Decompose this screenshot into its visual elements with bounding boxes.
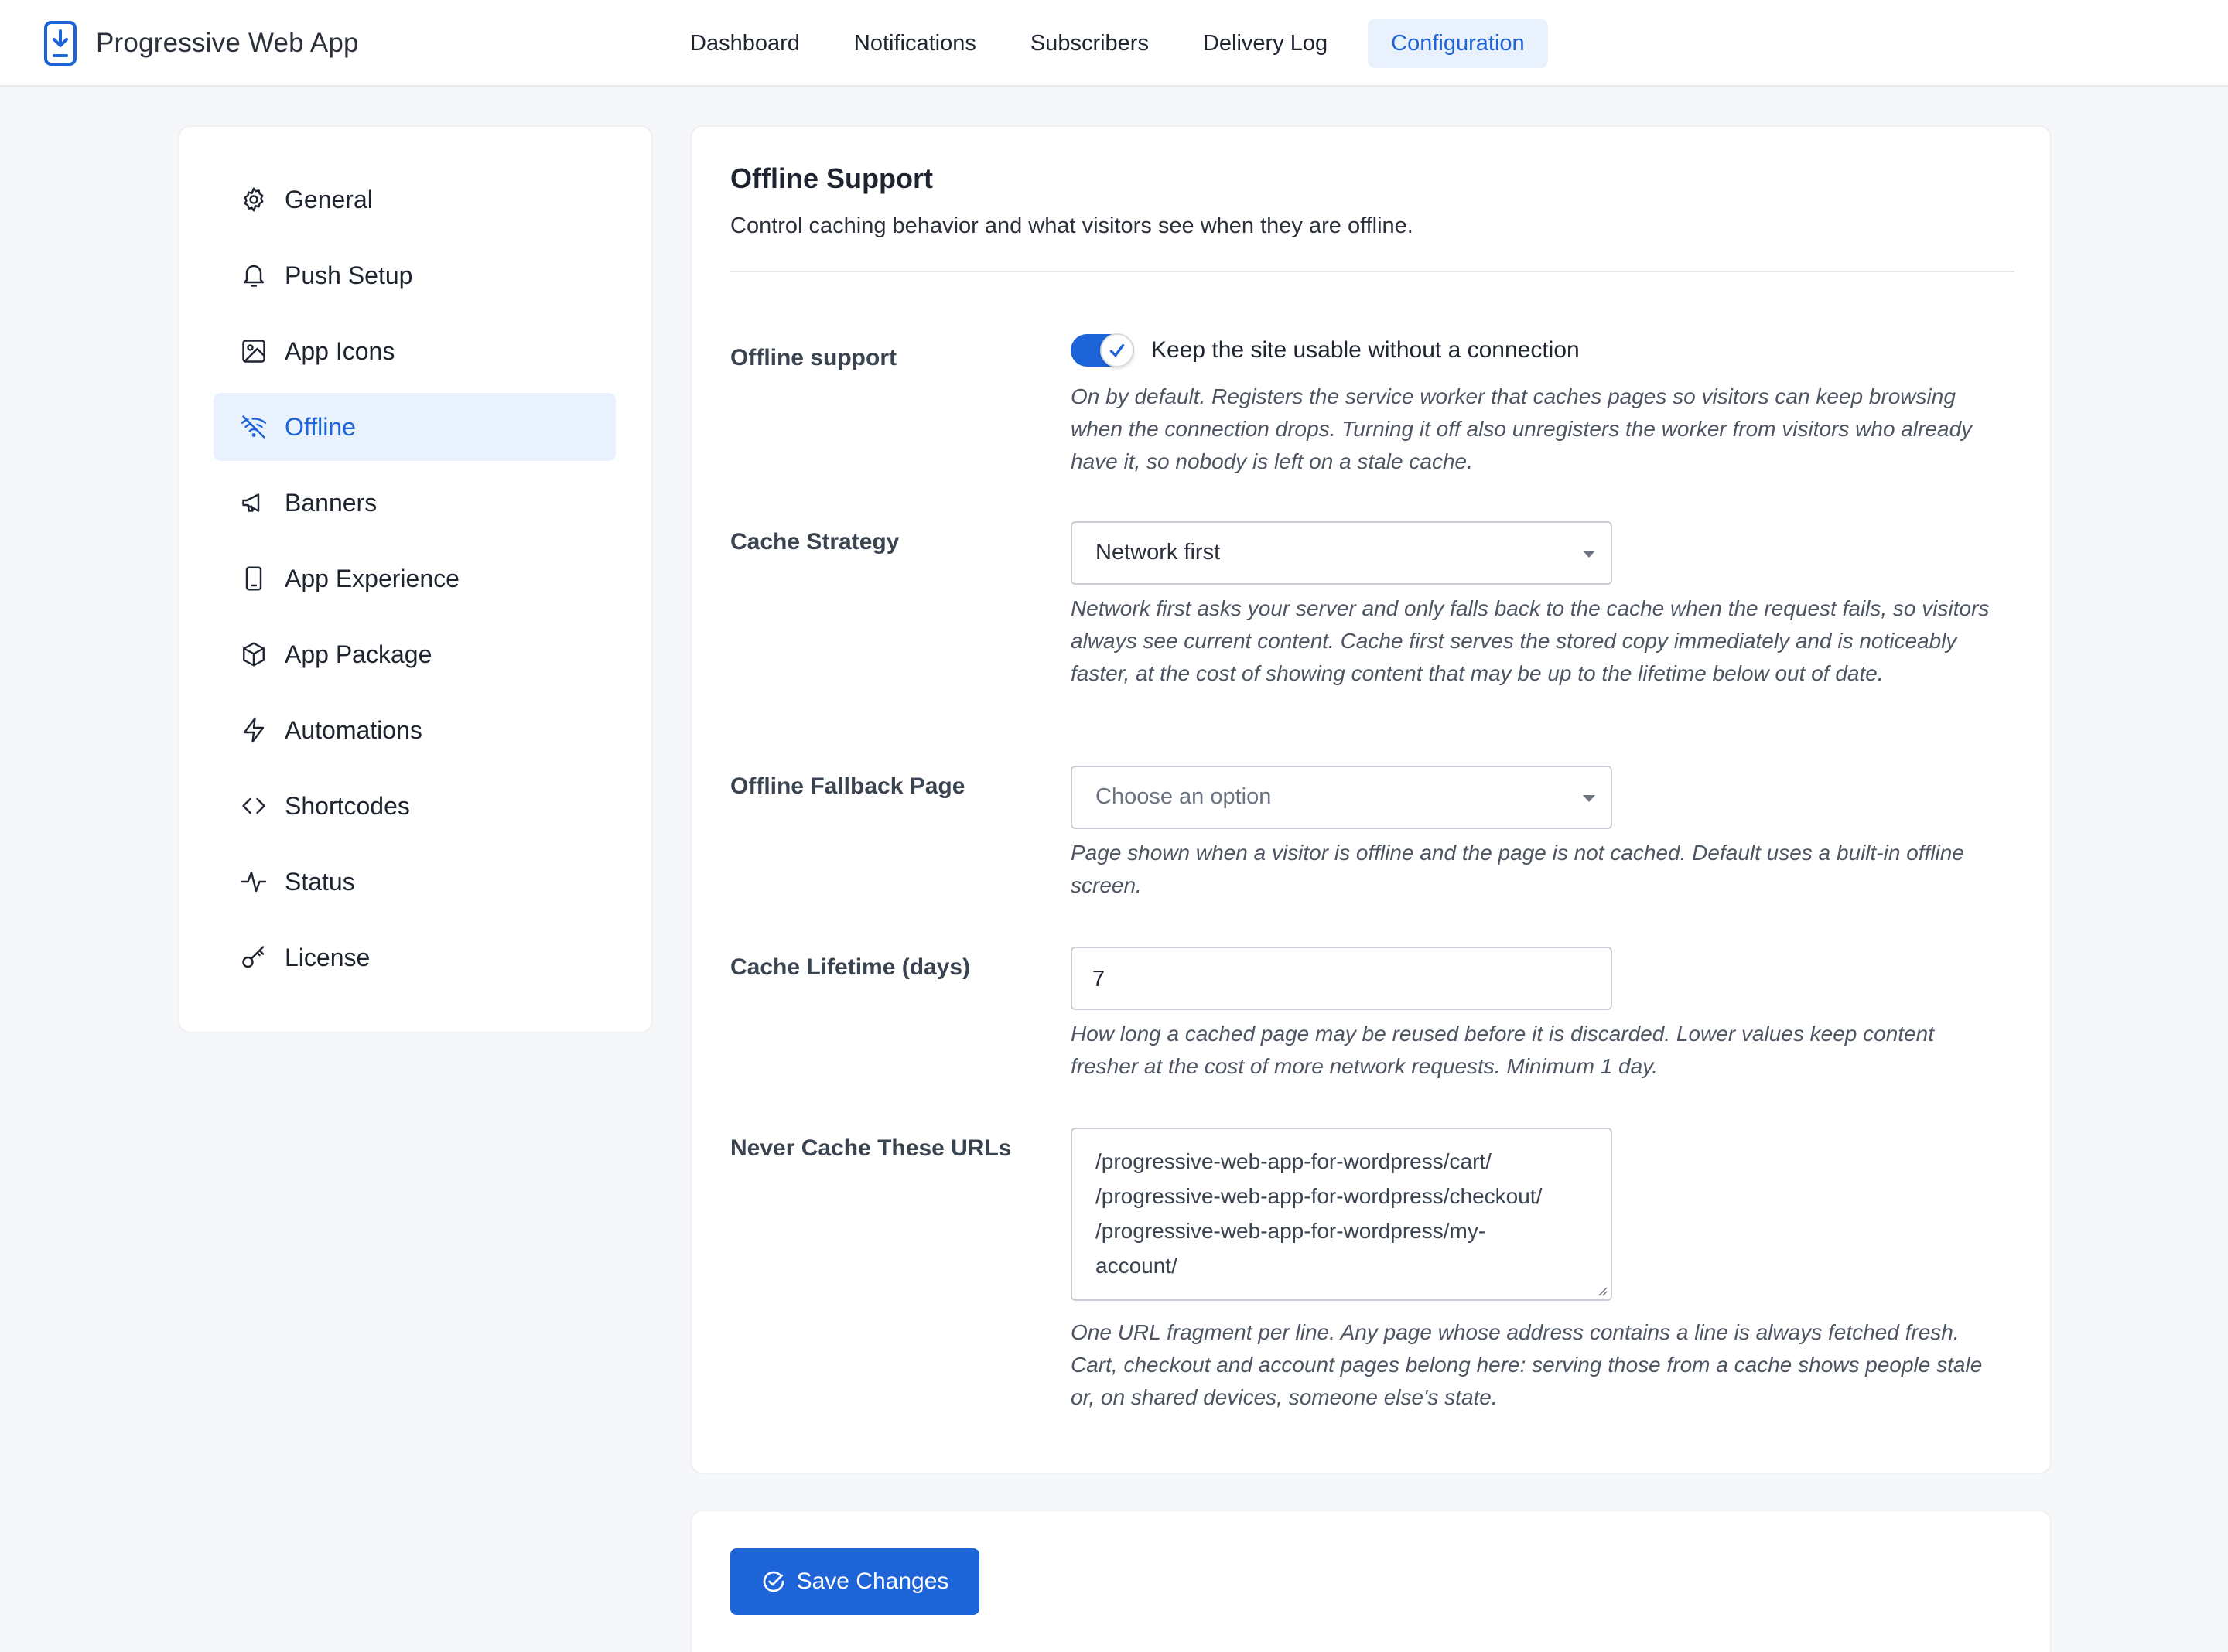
save-bar — [690, 1510, 2052, 1652]
sidebar-item-status[interactable] — [214, 848, 616, 916]
offline-support-help: On by default. Registers the service worker that caches pages so visitors can keep browsing when the connection drops. Turning it off also unregisters the worker from visitors who already have it, so nobody is left on a stale cache. — [1071, 384, 1973, 473]
top-bar — [0, 0, 2228, 87]
chevron-down-icon — [1583, 795, 1595, 802]
cache-strategy-value: Network first — [1095, 540, 1221, 565]
sidebar-item-app-icons[interactable] — [214, 317, 616, 385]
sidebar-item-label: App Icons — [285, 336, 395, 365]
textarea-line: /progressive-web-app-for-wordpress/my- — [1095, 1219, 1486, 1243]
cache-lifetime-label: Cache Lifetime (days) — [730, 954, 971, 980]
textarea-line: /progressive-web-app-for-wordpress/checkout/ — [1095, 1184, 1543, 1208]
offline-support-toggle[interactable] — [1071, 334, 1134, 367]
sidebar-item-offline[interactable] — [214, 393, 616, 461]
cache-lifetime-input[interactable] — [1071, 947, 1612, 1010]
sidebar-list — [214, 166, 616, 999]
sidebar-item-label: License — [285, 943, 371, 971]
megaphone-icon — [240, 489, 268, 517]
wifi-off-icon — [240, 413, 268, 441]
sidebar-item-label: App Package — [285, 640, 432, 668]
app-title: Progressive Web App — [96, 28, 359, 58]
nav-configuration[interactable]: Configuration — [1368, 19, 1548, 68]
fallback-page-placeholder: Choose an option — [1095, 784, 1272, 809]
never-cache-label: Never Cache These URLs — [730, 1135, 1012, 1161]
sidebar-item-banners[interactable] — [214, 469, 616, 537]
brand[interactable] — [43, 19, 359, 68]
activity-icon — [240, 868, 268, 896]
cache-lifetime-help: How long a cached page may be reused before it is discarded. Lower values keep content fresher at the cost of more network requests. Minimum 1 day. — [1071, 1022, 1935, 1078]
sidebar-item-label: Banners — [285, 488, 378, 517]
sidebar-item-label: Shortcodes — [285, 791, 410, 820]
main-nav — [676, 19, 1574, 68]
sidebar-item-label: General — [285, 185, 373, 213]
sidebar-item-automations[interactable] — [214, 696, 616, 764]
never-cache-textarea[interactable] — [1071, 1128, 1612, 1301]
sidebar-item-license[interactable] — [214, 923, 616, 992]
chevron-down-icon — [1583, 551, 1595, 558]
nav-notifications[interactable]: Notifications — [853, 31, 976, 56]
phone-download-icon — [43, 20, 77, 67]
fallback-page-select[interactable] — [1071, 766, 1612, 829]
nav-subscribers[interactable]: Subscribers — [1030, 31, 1149, 56]
resize-handle-icon[interactable] — [1595, 1284, 1608, 1296]
cache-strategy-help: Network first asks your server and only falls back to the cache when the request fails, so visitors always see current content. Cache first serves the stored copy immediately and is noticeably faster, at the cost of showing content that may be up to the lifetime below out of date. — [1071, 596, 1990, 685]
nav-dashboard[interactable]: Dashboard — [690, 31, 800, 56]
settings-sidebar — [178, 125, 653, 1033]
sidebar-item-label: Status — [285, 867, 355, 896]
sidebar-item-label: Offline — [285, 412, 356, 441]
cache-lifetime-value: 7 — [1092, 967, 1105, 992]
fallback-page-help: Page shown when a visitor is offline and the page is not cached. Default uses a built-in offline screen. — [1071, 841, 1964, 897]
toggle-knob — [1100, 333, 1134, 367]
check-icon — [1107, 340, 1127, 360]
section-title: Offline Support — [730, 162, 933, 194]
never-cache-help: One URL fragment per line. Any page whose address contains a line is always fetched fresh. Cart, checkout and account pages belong here: serving those from a cache shows people stale or, on shared devices, someone else's state. — [1071, 1320, 1983, 1409]
package-icon — [240, 640, 268, 668]
offline-support-toggle-label: Keep the site usable without a connection — [1151, 337, 1580, 363]
sidebar-item-label: Push Setup — [285, 261, 413, 289]
textarea-line: /progressive-web-app-for-wordpress/cart/ — [1095, 1149, 1492, 1173]
nav-delivery-log[interactable]: Delivery Log — [1202, 31, 1328, 56]
key-icon — [240, 944, 268, 971]
cache-strategy-select[interactable] — [1071, 521, 1612, 585]
save-button-label: Save Changes — [796, 1568, 949, 1594]
sidebar-item-general[interactable] — [214, 166, 616, 234]
check-circle-icon — [761, 1569, 786, 1594]
sidebar-item-label: App Experience — [285, 564, 460, 592]
code-icon — [240, 792, 268, 820]
offline-support-label: Offline support — [730, 345, 897, 370]
sidebar-item-app-package[interactable] — [214, 620, 616, 688]
image-icon — [240, 337, 268, 365]
sidebar-item-label: Automations — [285, 715, 422, 744]
cache-strategy-label: Cache Strategy — [730, 529, 900, 555]
fallback-page-label: Offline Fallback Page — [730, 773, 965, 799]
gear-icon — [240, 186, 268, 213]
save-button[interactable] — [730, 1548, 979, 1615]
section-subtitle: Control caching behavior and what visitors see when they are offline. — [730, 213, 1413, 238]
mobile-icon — [240, 565, 268, 592]
divider — [730, 271, 2014, 272]
bell-icon — [240, 261, 268, 289]
sidebar-item-app-experience[interactable] — [214, 544, 616, 613]
sidebar-item-push-setup[interactable] — [214, 241, 616, 309]
offline-settings-card — [690, 125, 2052, 1474]
lightning-icon — [240, 716, 268, 744]
sidebar-item-shortcodes[interactable] — [214, 772, 616, 840]
textarea-line: account/ — [1095, 1254, 1177, 1278]
